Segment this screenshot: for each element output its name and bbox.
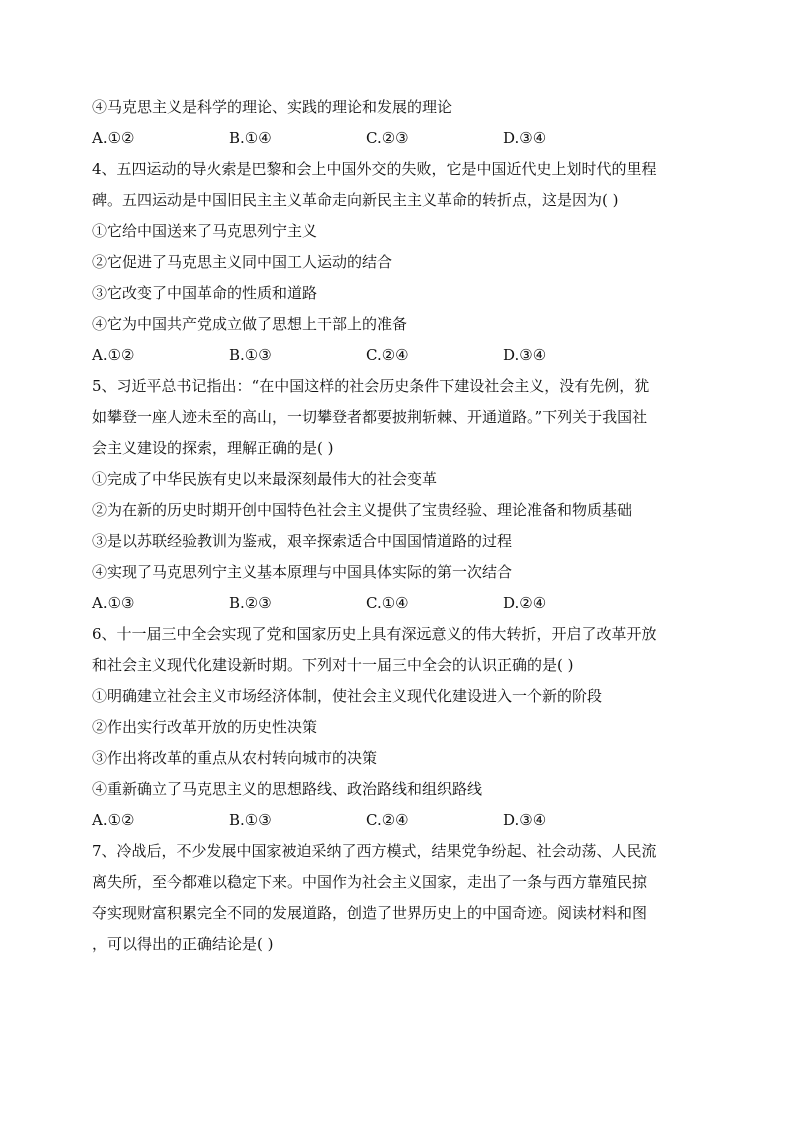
q6-option-d: D.③④ bbox=[503, 811, 547, 829]
q5-stem-line-2: 如攀登一座人迹未至的高山，一切攀登者都要披荆斩棘、开通道路。”下列关于我国社 bbox=[92, 408, 648, 426]
q6-option-b: B.①③ bbox=[229, 811, 272, 829]
q5-stem-line-1: 5、习近平总书记指出：“在中国这样的社会历史条件下建设社会主义，没有先例，犹 bbox=[92, 377, 650, 395]
q4-option-c: C.②④ bbox=[366, 346, 409, 364]
q4-options bbox=[92, 340, 704, 371]
q3-option-c: C.②③ bbox=[366, 129, 409, 147]
q7-stem-line-4: ，可以得出的正确结论是( ) bbox=[92, 935, 274, 953]
q4-option-b: B.①③ bbox=[229, 346, 272, 364]
q5-option-a: A.①③ bbox=[92, 594, 135, 612]
q7-stem-line-3: 夺实现财富积累完全不同的发展道路，创造了世界历史上的中国奇迹。阅读材料和图 bbox=[92, 904, 648, 922]
q5-stem-line-3: 会主义建设的探索，理解正确的是( ) bbox=[92, 439, 334, 457]
q4-item-1: ①它给中国送来了马克思列宁主义 bbox=[92, 222, 318, 240]
q5-item-2: ②为在新的历史时期开创中国特色社会主义提供了宝贵经验、理论准备和物质基础 bbox=[92, 501, 633, 519]
q6-option-c: C.②④ bbox=[366, 811, 409, 829]
q4-option-a: A.①② bbox=[92, 346, 135, 364]
q3-option-b: B.①④ bbox=[229, 129, 272, 147]
q5-option-c: C.①④ bbox=[366, 594, 409, 612]
q5-item-3: ③是以苏联经验教训为鉴戒，艰辛探索适合中国国情道路的过程 bbox=[92, 532, 513, 550]
q6-item-3: ③作出将改革的重点从农村转向城市的决策 bbox=[92, 749, 378, 767]
q6-item-4: ④重新确立了马克思主义的思想路线、政治路线和组织路线 bbox=[92, 780, 483, 798]
q5-item-1: ①完成了中华民族有史以来最深刻最伟大的社会变革 bbox=[92, 470, 438, 488]
q4-item-3: ③它改变了中国革命的性质和道路 bbox=[92, 284, 318, 302]
q7-stem-line-2: 离失所，至今都难以稳定下来。中国作为社会主义国家，走出了一条与西方靠殖民掠 bbox=[92, 873, 648, 891]
q5-option-b: B.②③ bbox=[229, 594, 272, 612]
q4-stem-line-1: 4、五四运动的导火索是巴黎和会上中国外交的失败，它是中国近代史上划时代的里程 bbox=[92, 160, 657, 178]
q5-item-4: ④实现了马克思列宁主义基本原理与中国具体实际的第一次结合 bbox=[92, 563, 513, 581]
q7-stem-line-1: 7、冷战后，不少发展中国家被迫采纳了西方模式，结果党争纷起、社会动荡、人民流 bbox=[92, 842, 657, 860]
q5-option-d: D.②④ bbox=[503, 594, 547, 612]
q5-options bbox=[92, 588, 704, 619]
q6-stem-line-2: 和社会主义现代化建设新时期。下列对十一届三中全会的认识正确的是( ) bbox=[92, 656, 574, 674]
q4-item-2: ②它促进了马克思主义同中国工人运动的结合 bbox=[92, 253, 393, 271]
q3-option-d: D.③④ bbox=[503, 129, 547, 147]
q4-stem-line-2: 碑。五四运动是中国旧民主主义革命走向新民主主义革命的转折点，这是因为( ) bbox=[92, 191, 619, 209]
q6-stem-line-1: 6、十一届三中全会实现了党和国家历史上具有深远意义的伟大转折，开启了改革开放 bbox=[92, 625, 657, 643]
question-content bbox=[92, 92, 704, 960]
q6-item-2: ②作出实行改革开放的历史性决策 bbox=[92, 718, 318, 736]
q4-item-4: ④它为中国共产党成立做了思想上干部上的准备 bbox=[92, 315, 408, 333]
q6-option-a: A.①② bbox=[92, 811, 135, 829]
q6-item-1: ①明确建立社会主义市场经济体制，使社会主义现代化建设进入一个新的阶段 bbox=[92, 687, 603, 705]
q3-item-4: ④马克思主义是科学的理论、实践的理论和发展的理论 bbox=[92, 98, 453, 116]
q6-options bbox=[92, 805, 704, 836]
q3-options bbox=[92, 123, 704, 154]
q3-option-a: A.①② bbox=[92, 129, 135, 147]
q4-option-d: D.③④ bbox=[503, 346, 547, 364]
